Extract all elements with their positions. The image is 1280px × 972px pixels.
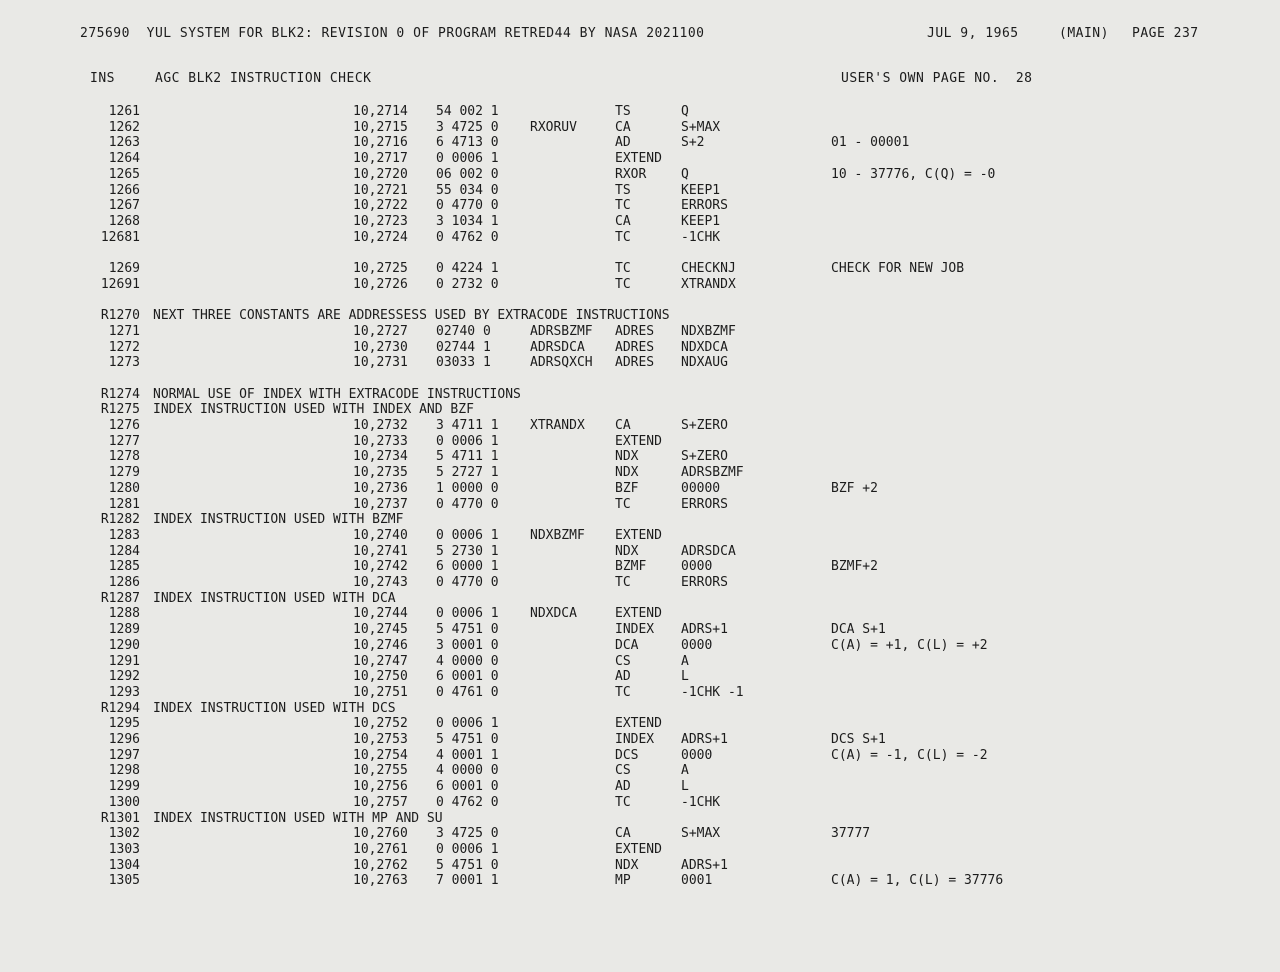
object-code: 0 4762 0 bbox=[436, 794, 499, 810]
subheader-ins: INS bbox=[90, 71, 115, 86]
operand: S+2 bbox=[681, 135, 705, 151]
remark: C(A) = +1, C(L) = +2 bbox=[831, 637, 988, 653]
opcode: ADRES bbox=[615, 323, 655, 339]
listing-row bbox=[0, 402, 1280, 418]
listing-row bbox=[0, 371, 1280, 387]
object-code: 0 4761 0 bbox=[436, 684, 499, 700]
line-number: 1264 bbox=[108, 151, 140, 167]
listing-row bbox=[0, 230, 1280, 246]
object-code: 0 0006 1 bbox=[436, 841, 499, 857]
address: 10,2726 bbox=[353, 276, 408, 292]
remark: DCS S+1 bbox=[831, 732, 886, 747]
symbol-label: ADRSBZMF bbox=[530, 323, 593, 339]
listing-row bbox=[0, 701, 1280, 717]
address: 10,2743 bbox=[353, 575, 408, 590]
address: 10,2756 bbox=[353, 779, 408, 795]
object-code: 0 4770 0 bbox=[436, 575, 499, 590]
address: 10,2750 bbox=[353, 669, 408, 685]
line-number: 1266 bbox=[108, 182, 140, 198]
address: 10,2734 bbox=[353, 449, 408, 465]
listing-row bbox=[0, 811, 1280, 827]
operand: 0001 bbox=[681, 873, 713, 889]
comment-text: INDEX INSTRUCTION USED WITH DCS bbox=[153, 700, 396, 716]
opcode: TC bbox=[615, 684, 631, 700]
address: 10,2737 bbox=[353, 496, 408, 512]
operand: ADRS+1 bbox=[681, 622, 728, 638]
operand: -1CHK -1 bbox=[681, 684, 744, 700]
line-number: 1289 bbox=[108, 622, 140, 638]
object-code: 0 0006 1 bbox=[436, 433, 499, 449]
opcode: INDEX bbox=[615, 732, 655, 747]
line-number: 1296 bbox=[108, 732, 140, 747]
object-code: 54 002 1 bbox=[436, 104, 499, 119]
opcode: BZMF bbox=[615, 559, 647, 575]
opcode: EXTEND bbox=[615, 716, 662, 732]
opcode: EXTEND bbox=[615, 527, 662, 543]
operand: S+MAX bbox=[681, 119, 721, 135]
listing-row bbox=[0, 575, 1280, 591]
listing-row bbox=[0, 591, 1280, 607]
remark: BZF +2 bbox=[831, 480, 878, 496]
opcode: NDX bbox=[615, 857, 639, 873]
listing-row bbox=[0, 214, 1280, 230]
address: 10,2755 bbox=[353, 763, 408, 779]
opcode: AD bbox=[615, 135, 631, 151]
object-code: 0 4224 1 bbox=[436, 261, 499, 276]
opcode: AD bbox=[615, 669, 631, 685]
address: 10,2733 bbox=[353, 433, 408, 449]
object-code: 5 4711 1 bbox=[436, 449, 499, 465]
line-number: R1287 bbox=[100, 590, 140, 606]
line-number: R1275 bbox=[100, 402, 140, 418]
opcode: INDEX bbox=[615, 622, 655, 638]
line-number: 1293 bbox=[108, 684, 140, 700]
address: 10,2731 bbox=[353, 355, 408, 371]
listing-row bbox=[0, 261, 1280, 277]
listing-row bbox=[0, 528, 1280, 544]
listing-row bbox=[0, 654, 1280, 670]
listing-row bbox=[0, 245, 1280, 261]
listing-row bbox=[0, 104, 1280, 120]
listing-row bbox=[0, 842, 1280, 858]
opcode: DCA bbox=[615, 637, 639, 653]
line-number: 1299 bbox=[108, 779, 140, 795]
line-number: 1273 bbox=[108, 355, 140, 371]
operand: 0000 bbox=[681, 637, 713, 653]
line-number: 1304 bbox=[108, 857, 140, 873]
opcode: NDX bbox=[615, 449, 639, 465]
address: 10,2721 bbox=[353, 182, 408, 198]
comment-text: INDEX INSTRUCTION USED WITH DCA bbox=[153, 590, 396, 606]
operand: 0000 bbox=[681, 559, 713, 575]
address: 10,2760 bbox=[353, 826, 408, 842]
opcode: ADRES bbox=[615, 339, 655, 355]
object-code: 4 0001 1 bbox=[436, 747, 499, 763]
line-number: 1263 bbox=[108, 135, 140, 151]
address: 10,2735 bbox=[353, 465, 408, 481]
opcode: RXOR bbox=[615, 166, 647, 182]
opcode: CA bbox=[615, 826, 631, 842]
opcode: ADRES bbox=[615, 355, 655, 371]
header-page-number: PAGE 237 bbox=[1132, 26, 1199, 41]
object-code: 6 0001 0 bbox=[436, 669, 499, 685]
opcode: EXTEND bbox=[615, 841, 662, 857]
operand: A bbox=[681, 653, 689, 669]
remark: 10 - 37776, C(Q) = -0 bbox=[831, 166, 996, 182]
line-number: 1284 bbox=[108, 543, 140, 559]
address: 10,2722 bbox=[353, 198, 408, 214]
header-main: (MAIN) bbox=[1059, 26, 1109, 41]
address: 10,2725 bbox=[353, 261, 408, 276]
object-code: 0 0006 1 bbox=[436, 606, 499, 622]
address: 10,2745 bbox=[353, 622, 408, 638]
object-code: 6 4713 0 bbox=[436, 135, 499, 151]
operand: ADRSDCA bbox=[681, 543, 736, 559]
object-code: 3 4725 0 bbox=[436, 119, 499, 135]
object-code: 5 2730 1 bbox=[436, 543, 499, 559]
line-number: 1302 bbox=[108, 826, 140, 842]
operand: ERRORS bbox=[681, 198, 728, 214]
line-number: 1269 bbox=[108, 261, 140, 276]
object-code: 0 2732 0 bbox=[436, 276, 499, 292]
object-code: 6 0000 1 bbox=[436, 559, 499, 575]
object-code: 3 0001 0 bbox=[436, 637, 499, 653]
operand: 0000 bbox=[681, 747, 713, 763]
opcode: TC bbox=[615, 575, 631, 590]
operand: L bbox=[681, 779, 689, 795]
remark: 37777 bbox=[831, 826, 871, 842]
listing-row bbox=[0, 795, 1280, 811]
operand: ADRS+1 bbox=[681, 732, 728, 747]
operand: KEEP1 bbox=[681, 182, 721, 198]
object-code: 0 0006 1 bbox=[436, 527, 499, 543]
line-number: 1295 bbox=[108, 716, 140, 732]
listing-row bbox=[0, 779, 1280, 795]
line-number: 1279 bbox=[108, 465, 140, 481]
listing-row bbox=[0, 135, 1280, 151]
listing-row bbox=[0, 638, 1280, 654]
object-code: 1 0000 0 bbox=[436, 480, 499, 496]
line-number: 1283 bbox=[108, 527, 140, 543]
object-code: 0 0006 1 bbox=[436, 151, 499, 167]
opcode: TC bbox=[615, 229, 631, 245]
address: 10,2752 bbox=[353, 716, 408, 732]
address: 10,2730 bbox=[353, 339, 408, 355]
address: 10,2724 bbox=[353, 229, 408, 245]
opcode: CS bbox=[615, 653, 631, 669]
listing-row bbox=[0, 434, 1280, 450]
operand: A bbox=[681, 763, 689, 779]
operand: ADRSBZMF bbox=[681, 465, 744, 481]
subheader-title: AGC BLK2 INSTRUCTION CHECK bbox=[155, 71, 372, 86]
comment-text: INDEX INSTRUCTION USED WITH MP AND SU bbox=[153, 810, 443, 826]
opcode: BZF bbox=[615, 480, 639, 496]
listing-row bbox=[0, 559, 1280, 575]
address: 10,2717 bbox=[353, 151, 408, 167]
object-code: 3 1034 1 bbox=[436, 213, 499, 229]
listing-row bbox=[0, 826, 1280, 842]
object-code: 4 0000 0 bbox=[436, 763, 499, 779]
object-code: 03033 1 bbox=[436, 355, 491, 371]
line-number: 1280 bbox=[108, 480, 140, 496]
address: 10,2747 bbox=[353, 653, 408, 669]
listing-row bbox=[0, 198, 1280, 214]
listing-row bbox=[0, 151, 1280, 167]
listing-row bbox=[0, 277, 1280, 293]
listing-row bbox=[0, 873, 1280, 889]
object-code: 5 2727 1 bbox=[436, 465, 499, 481]
listing-row bbox=[0, 858, 1280, 874]
listing-row bbox=[0, 732, 1280, 748]
remark: 01 - 00001 bbox=[831, 135, 910, 151]
line-number: 1298 bbox=[108, 763, 140, 779]
address: 10,2754 bbox=[353, 747, 408, 763]
operand: ERRORS bbox=[681, 496, 728, 512]
listing-row bbox=[0, 606, 1280, 622]
object-code: 5 4751 0 bbox=[436, 857, 499, 873]
line-number: 1262 bbox=[108, 119, 140, 135]
opcode: CA bbox=[615, 418, 631, 433]
listing-row bbox=[0, 622, 1280, 638]
opcode: EXTEND bbox=[615, 606, 662, 622]
operand: ERRORS bbox=[681, 575, 728, 590]
listing-row bbox=[0, 763, 1280, 779]
symbol-label: NDXDCA bbox=[530, 606, 577, 622]
opcode: TC bbox=[615, 198, 631, 214]
symbol-label: NDXBZMF bbox=[530, 527, 585, 543]
line-number: 12691 bbox=[100, 276, 140, 292]
opcode: TC bbox=[615, 276, 631, 292]
remark: DCA S+1 bbox=[831, 622, 886, 638]
object-code: 0 4762 0 bbox=[436, 229, 499, 245]
opcode: TS bbox=[615, 182, 631, 198]
listing-row bbox=[0, 120, 1280, 136]
address: 10,2746 bbox=[353, 637, 408, 653]
operand: NDXAUG bbox=[681, 355, 728, 371]
operand: CHECKNJ bbox=[681, 261, 736, 276]
address: 10,2720 bbox=[353, 166, 408, 182]
address: 10,2763 bbox=[353, 873, 408, 889]
operand: S+MAX bbox=[681, 826, 721, 842]
operand: 00000 bbox=[681, 480, 721, 496]
operand: L bbox=[681, 669, 689, 685]
subheader-user-page: USER'S OWN PAGE NO. 28 bbox=[841, 71, 1033, 86]
opcode: CA bbox=[615, 213, 631, 229]
remark: CHECK FOR NEW JOB bbox=[831, 261, 965, 276]
line-number: R1301 bbox=[100, 810, 140, 826]
address: 10,2757 bbox=[353, 794, 408, 810]
listing-row bbox=[0, 183, 1280, 199]
line-number: 1265 bbox=[108, 166, 140, 182]
object-code: 6 0001 0 bbox=[436, 779, 499, 795]
line-number: 1303 bbox=[108, 841, 140, 857]
line-number: 1261 bbox=[108, 104, 140, 119]
line-number: 1288 bbox=[108, 606, 140, 622]
operand: XTRANDX bbox=[681, 276, 736, 292]
object-code: 7 0001 1 bbox=[436, 873, 499, 889]
address: 10,2732 bbox=[353, 418, 408, 433]
opcode: EXTEND bbox=[615, 433, 662, 449]
operand: S+ZERO bbox=[681, 449, 728, 465]
listing-row bbox=[0, 748, 1280, 764]
line-number: 1292 bbox=[108, 669, 140, 685]
line-number: 1278 bbox=[108, 449, 140, 465]
comment-text: INDEX INSTRUCTION USED WITH INDEX AND BZF bbox=[153, 402, 474, 418]
line-number: 1277 bbox=[108, 433, 140, 449]
line-number: 1286 bbox=[108, 575, 140, 590]
object-code: 4 0000 0 bbox=[436, 653, 499, 669]
address: 10,2744 bbox=[353, 606, 408, 622]
remark: C(A) = 1, C(L) = 37776 bbox=[831, 873, 1004, 889]
listing-row bbox=[0, 481, 1280, 497]
opcode: TC bbox=[615, 496, 631, 512]
address: 10,2742 bbox=[353, 559, 408, 575]
line-number: 1300 bbox=[108, 794, 140, 810]
object-code: 02744 1 bbox=[436, 339, 491, 355]
address: 10,2723 bbox=[353, 213, 408, 229]
object-code: 06 002 0 bbox=[436, 166, 499, 182]
listing-row bbox=[0, 340, 1280, 356]
listing-row bbox=[0, 355, 1280, 371]
address: 10,2740 bbox=[353, 527, 408, 543]
listing-row bbox=[0, 512, 1280, 528]
operand: Q bbox=[681, 166, 689, 182]
symbol-label: XTRANDX bbox=[530, 418, 585, 433]
line-number: 1281 bbox=[108, 496, 140, 512]
address: 10,2761 bbox=[353, 841, 408, 857]
listing-row bbox=[0, 387, 1280, 403]
operand: KEEP1 bbox=[681, 213, 721, 229]
line-number: 1305 bbox=[108, 873, 140, 889]
line-number: 1285 bbox=[108, 559, 140, 575]
header-date: JUL 9, 1965 bbox=[927, 26, 1019, 41]
object-code: 0 4770 0 bbox=[436, 198, 499, 214]
object-code: 5 4751 0 bbox=[436, 622, 499, 638]
listing-row bbox=[0, 292, 1280, 308]
listing-row bbox=[0, 308, 1280, 324]
listing-row bbox=[0, 324, 1280, 340]
listing-row bbox=[0, 685, 1280, 701]
listing-row bbox=[0, 497, 1280, 513]
listing-row bbox=[0, 669, 1280, 685]
opcode: TC bbox=[615, 261, 631, 276]
address: 10,2714 bbox=[353, 104, 408, 119]
address: 10,2753 bbox=[353, 732, 408, 747]
comment-text: NORMAL USE OF INDEX WITH EXTRACODE INSTRUCTIONS bbox=[153, 386, 521, 402]
opcode: TS bbox=[615, 104, 631, 119]
opcode: NDX bbox=[615, 465, 639, 481]
line-number: R1274 bbox=[100, 386, 140, 402]
listing-row bbox=[0, 716, 1280, 732]
address: 10,2762 bbox=[353, 857, 408, 873]
opcode: TC bbox=[615, 794, 631, 810]
operand: S+ZERO bbox=[681, 418, 728, 433]
symbol-label: ADRSQXCH bbox=[530, 355, 593, 371]
object-code: 0 0006 1 bbox=[436, 716, 499, 732]
address: 10,2741 bbox=[353, 543, 408, 559]
symbol-label: ADRSDCA bbox=[530, 339, 585, 355]
address: 10,2715 bbox=[353, 119, 408, 135]
address: 10,2751 bbox=[353, 684, 408, 700]
opcode: CA bbox=[615, 119, 631, 135]
listing-row bbox=[0, 544, 1280, 560]
line-number: 12681 bbox=[100, 229, 140, 245]
operand: -1CHK bbox=[681, 229, 721, 245]
operand: -1CHK bbox=[681, 794, 721, 810]
opcode: AD bbox=[615, 779, 631, 795]
address: 10,2727 bbox=[353, 323, 408, 339]
comment-text: NEXT THREE CONSTANTS ARE ADDRESSESS USED BY EXTRACODE INSTRUCTIONS bbox=[153, 308, 670, 324]
address: 10,2716 bbox=[353, 135, 408, 151]
line-number: R1270 bbox=[100, 308, 140, 324]
line-number: 1291 bbox=[108, 653, 140, 669]
operand: NDXDCA bbox=[681, 339, 728, 355]
listing-row bbox=[0, 465, 1280, 481]
line-number: 1290 bbox=[108, 637, 140, 653]
line-number: 1271 bbox=[108, 323, 140, 339]
listing-row bbox=[0, 418, 1280, 434]
remark: BZMF+2 bbox=[831, 559, 878, 575]
opcode: EXTEND bbox=[615, 151, 662, 167]
object-code: 0 4770 0 bbox=[436, 496, 499, 512]
line-number: 1267 bbox=[108, 198, 140, 214]
remark: C(A) = -1, C(L) = -2 bbox=[831, 747, 988, 763]
opcode: DCS bbox=[615, 747, 639, 763]
object-code: 3 4711 1 bbox=[436, 418, 499, 433]
line-number: 1268 bbox=[108, 213, 140, 229]
address: 10,2736 bbox=[353, 480, 408, 496]
operand: Q bbox=[681, 104, 689, 119]
operand: ADRS+1 bbox=[681, 857, 728, 873]
opcode: MP bbox=[615, 873, 631, 889]
comment-text: INDEX INSTRUCTION USED WITH BZMF bbox=[153, 512, 404, 528]
object-code: 5 4751 0 bbox=[436, 732, 499, 747]
object-code: 55 034 0 bbox=[436, 182, 499, 198]
operand: NDXBZMF bbox=[681, 323, 736, 339]
listing-row bbox=[0, 167, 1280, 183]
line-number: R1282 bbox=[100, 512, 140, 528]
line-number: 1276 bbox=[108, 418, 140, 433]
line-number: 1297 bbox=[108, 747, 140, 763]
header-program-title: 275690 YUL SYSTEM FOR BLK2: REVISION 0 OF PROGRAM RETRED44 BY NASA 2021100 bbox=[80, 26, 705, 41]
line-number: 1272 bbox=[108, 339, 140, 355]
opcode: NDX bbox=[615, 543, 639, 559]
symbol-label: RXORUV bbox=[530, 119, 577, 135]
listing-row bbox=[0, 449, 1280, 465]
object-code: 3 4725 0 bbox=[436, 826, 499, 842]
line-number: R1294 bbox=[100, 700, 140, 716]
opcode: CS bbox=[615, 763, 631, 779]
object-code: 02740 0 bbox=[436, 323, 491, 339]
